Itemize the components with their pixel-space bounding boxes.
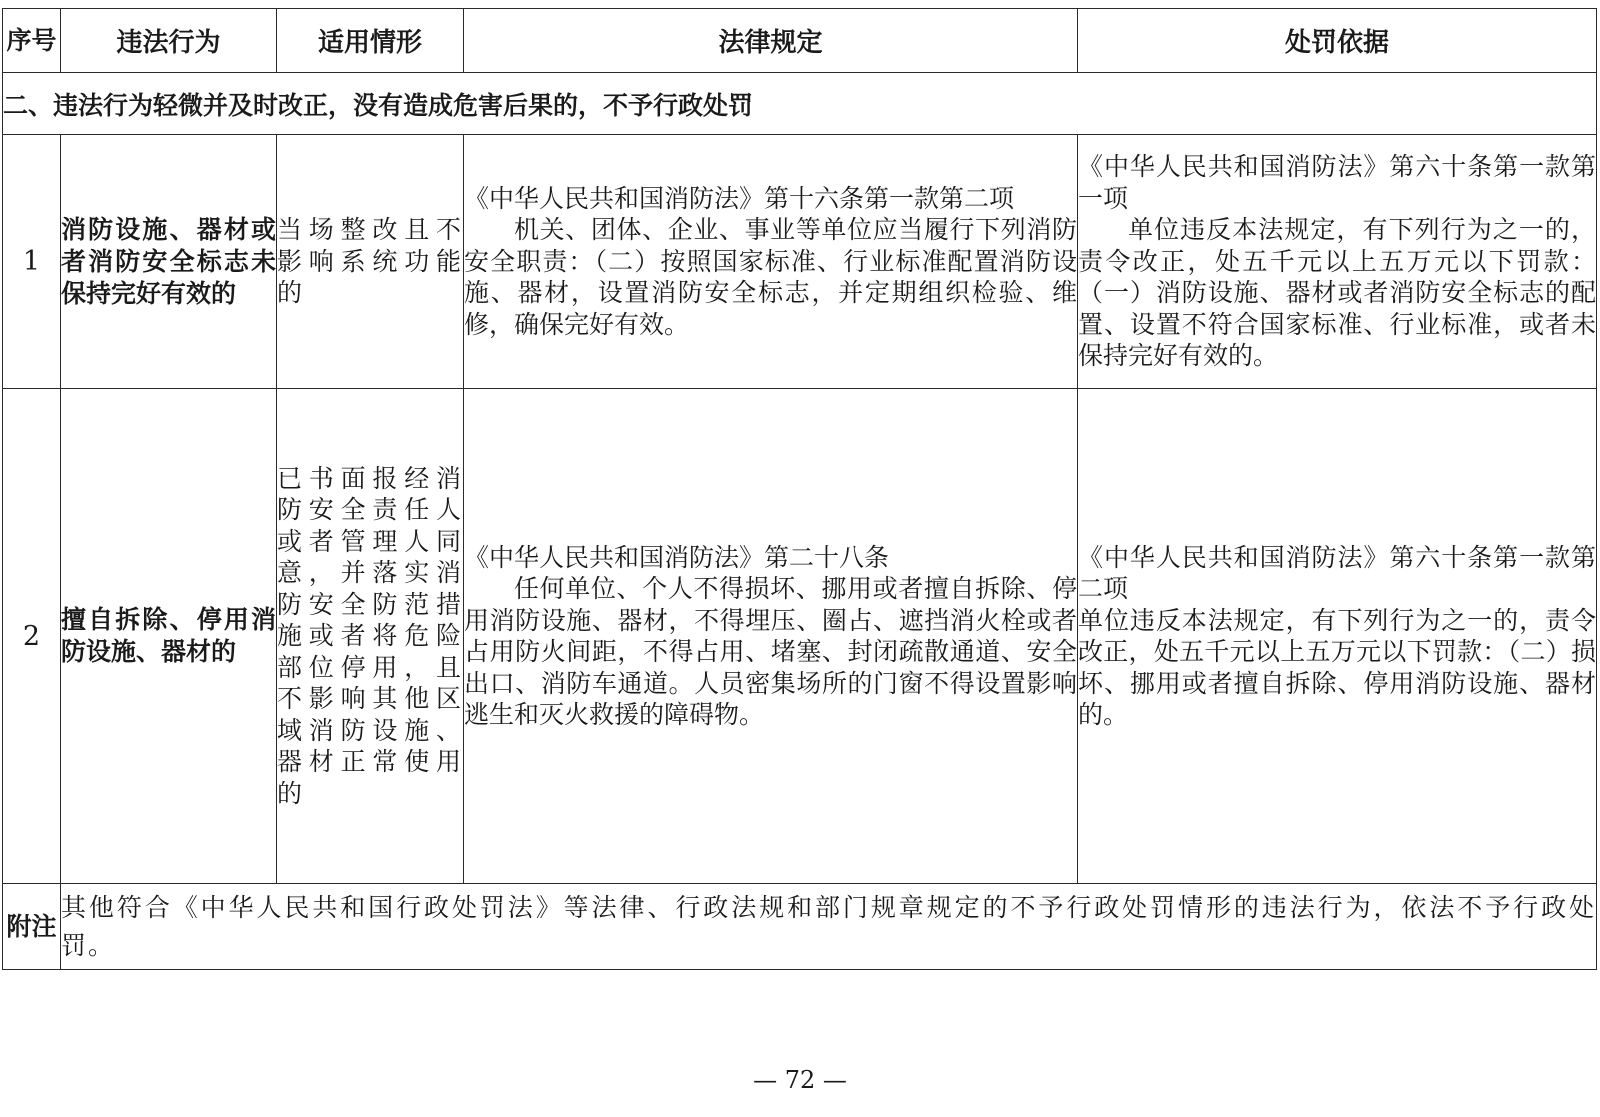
note-text: 其他符合《中华人民共和国行政处罚法》等法律、行政法规和部门规章规定的不予行政处罚情形的违法行为，依法不予行政处罚。 — [61, 884, 1597, 970]
note-row — [3, 884, 1597, 970]
row-number: 1 — [3, 135, 61, 389]
situation-cell: 已书面报经消防安全责任人或者管理人同意，并落实消防安全防范措施或者将危险部位停用，且不影响其他区域消防设施、器材正常使用的 — [277, 389, 464, 884]
row-number: 2 — [3, 389, 61, 884]
penalty-cell — [1078, 135, 1597, 389]
header-seq: 序号 — [3, 9, 61, 73]
law-text: 任何单位、个人不得损坏、挪用或者擅自拆除、停用消防设施、器材，不得埋压、圈占、遮挡消火栓或者占用防火间距，不得占用、堵塞、封闭疏散通道、安全出口、消防车通道。人员密集场所的门窗不得设置影响逃生和灭火救援的障碍物。 — [464, 574, 1077, 729]
header-violation: 违法行为 — [61, 9, 277, 73]
penalty-text: 单位违反本法规定，有下列行为之一的，责令改正，处五千元以上五万元以下罚款：（二）损坏、挪用或者擅自拆除、停用消防设施、器材的。 — [1078, 605, 1596, 729]
violation-cell: 擅自拆除、停用消防设施、器材的 — [61, 389, 277, 884]
page-number: — 72 — — [753, 1066, 847, 1094]
section-row — [3, 73, 1597, 135]
law-title: 《中华人民共和国消防法》第二十八条 — [464, 542, 890, 572]
section-title: 二、违法行为轻微并及时改正，没有造成危害后果的，不予行政处罚 — [3, 73, 1597, 135]
law-cell — [464, 389, 1078, 884]
law-text: 机关、团体、企业、事业等单位应当履行下列消防安全职责：（二）按照国家标准、行业标准配置消防设施、器材，设置消防安全标志，并定期组织检验、维修，确保完好有效。 — [464, 215, 1077, 339]
header-situation: 适用情形 — [277, 9, 464, 73]
violation-cell: 消防设施、器材或者消防安全标志未保持完好有效的 — [61, 135, 277, 389]
regulation-table — [2, 8, 1597, 970]
penalty-text: 单位违反本法规定，有下列行为之一的，责令改正，处五千元以上五万元以下罚款：（一）消防设施、器材或者消防安全标志的配置、设置不符合国家标准、行业标准，或者未保持完好有效的。 — [1078, 215, 1596, 371]
header-row — [3, 9, 1597, 73]
law-cell — [464, 135, 1078, 389]
table-row — [3, 135, 1597, 389]
penalty-title: 《中华人民共和国消防法》第六十条第一款第一项 — [1078, 152, 1596, 213]
header-penalty: 处罚依据 — [1078, 9, 1597, 73]
header-law: 法律规定 — [464, 9, 1078, 73]
note-label: 附注 — [3, 884, 61, 970]
penalty-cell — [1078, 389, 1597, 884]
table-row — [3, 389, 1597, 884]
situation-cell: 当场整改且不影响系统功能的 — [277, 135, 464, 389]
law-title: 《中华人民共和国消防法》第十六条第一款第二项 — [464, 183, 1015, 213]
penalty-title: 《中华人民共和国消防法》第六十条第一款第二项 — [1078, 542, 1596, 603]
